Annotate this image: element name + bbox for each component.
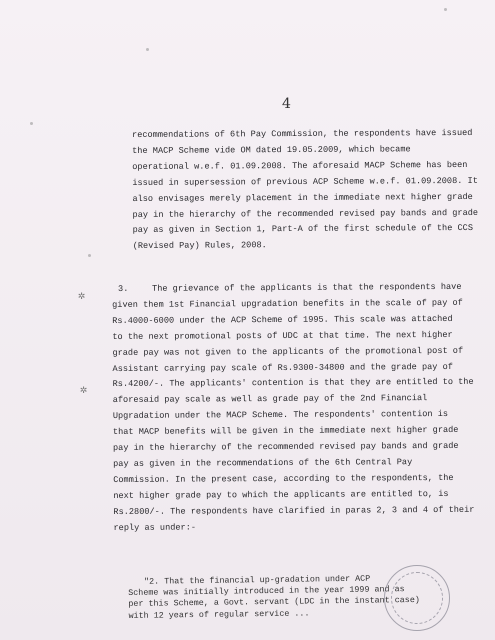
paragraph-line: the MACP Scheme vide OM dated 19.05.2009, which became [132,144,411,156]
office-stamp [384,565,450,631]
quote-line: per this Scheme, a Govt. servant (LDC in the instant case) [128,595,420,610]
margin-mark-icon: ✲ [80,383,88,397]
scan-speck [444,8,447,11]
paragraph-line: operational w.e.f. 01.09.2008. The aforesaid MACP Scheme has been [132,159,468,172]
paragraph-line: to the next promotional posts of UDC at that time. The next higher [112,329,453,342]
page-number: 4 [282,96,291,112]
paragraph-line: next higher grade pay to which the applicants are entitled to, is [113,488,449,501]
paragraph-number: 3. [118,283,129,294]
paragraph-line: pay as given in the recommendations of the 6th Central Pay [113,457,413,469]
scan-speck [30,122,33,125]
paragraph-line: aforesaid pay scale as well as grade pay of the 2nd Financial [112,393,428,406]
paragraph-line: grade pay was not given to the applicants of the promotional post of [112,345,464,358]
scan-speck [146,48,149,51]
paragraph-line: Rs.4000-6000 under the ACP Scheme of 1995. This scale was attached [112,313,453,326]
paragraph-line: Commission. In the present case, according to the respondents, the [113,472,454,485]
quote-line: with 12 years of regular service ... [128,608,310,621]
scan-speck [88,254,91,257]
paragraph-line: reply as under:- [113,522,197,533]
quote-line: "2. That the financial up-gradation under ACP [143,573,371,587]
paragraph-line: pay in the hierarchy of the recommended revised pay bands and grade [112,440,459,454]
paragraph-line: pay in the hierarchy of the recommended revised pay bands and grade [132,207,479,220]
quoted-reply [128,573,420,621]
paragraph-line: that MACP benefits will be given in the immediate next higher grade [112,425,459,438]
paragraph-line: pay as given in Section 1, Part-A of the first schedule of the CCS [132,223,474,236]
paragraph-line: given them 1st Financial upgradation benefits in the scale of pay of [112,297,463,310]
quote-line: Scheme was initially introduced in the year 1999 and as [128,584,405,599]
paragraph-3 [112,280,475,536]
paragraph-line: (Revised Pay) Rules, 2008. [132,240,267,252]
paragraph-line: Rs.2800/-. The respondents have clarified in paras 2, 3 and 4 of their [113,504,475,517]
paragraph-line: Rs.4200/-. The applicants' contention is that they are entitled to the [112,377,474,390]
paragraph-line: recommendations of 6th Pay Commission, the respondents have issued [132,127,473,140]
paragraph-line [112,280,462,298]
margin-mark-icon: ✲ [78,289,86,303]
paragraph-line: issued in supersession of previous ACP Scheme w.e.f. 01.09.2008. It [132,175,478,188]
paragraph-line: Assistant carrying pay scale of Rs.9300-34800 and the grade pay of [112,361,453,374]
paragraph-line: also envisages merely placement in the immediate next higher grade [132,191,473,204]
paragraph-line: Upgradation under the MACP Scheme. The respondents' contention is [112,409,449,422]
paragraph-line-text: The grievance of the applicants is that the respondents have [152,281,462,294]
paragraph-1 [132,126,479,255]
